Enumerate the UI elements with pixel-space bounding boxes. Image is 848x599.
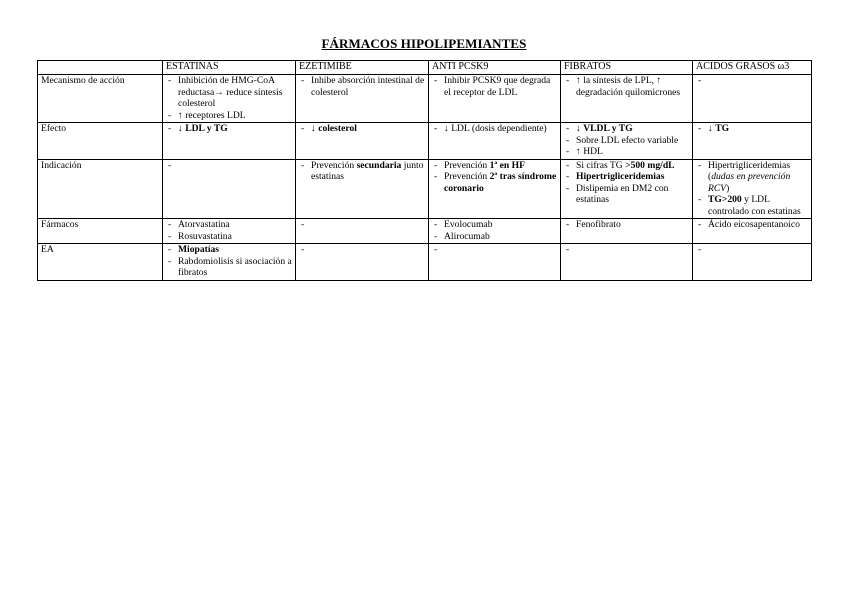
text-segment: Hipertrigliceridemias (	[708, 159, 791, 182]
bullet-list	[166, 75, 292, 121]
corner-cell	[38, 61, 163, 75]
text-segment: Dislipemia en DM2 con estatinas	[576, 182, 669, 205]
text-segment: Alirocumab	[444, 230, 490, 242]
table-cell	[429, 75, 561, 123]
list-item	[299, 160, 425, 183]
column-header: FIBRATOS	[561, 61, 693, 75]
list-item	[564, 160, 689, 172]
document-title: FÁRMACOS HIPOLIPEMIANTES	[321, 36, 527, 51]
list-item	[432, 171, 557, 194]
list-item	[166, 256, 292, 279]
bullet-list	[432, 123, 557, 135]
text-segment: dudas en prevención RCV	[708, 171, 791, 194]
bullet-list	[696, 219, 808, 231]
table-cell	[693, 123, 812, 160]
list-item	[564, 146, 689, 158]
list-item	[564, 171, 689, 183]
table-row	[38, 75, 812, 123]
list-item	[299, 75, 425, 98]
text-segment: ↓	[311, 123, 319, 134]
text-segment: Rabdomiolisis si asociación a fibratos	[178, 255, 292, 278]
table-cell	[429, 244, 561, 281]
text-segment: TG	[715, 123, 730, 134]
text-segment: Rosuvastatina	[178, 230, 232, 242]
bullet-list	[564, 75, 689, 98]
text-segment: LDL y TG	[185, 123, 228, 134]
list-item	[166, 75, 292, 110]
bullet-list	[166, 123, 292, 135]
table-cell	[296, 75, 429, 123]
table-cell	[296, 159, 429, 219]
text-segment: ↓	[708, 123, 716, 134]
list-item	[564, 219, 689, 231]
text-segment: Evolocumab	[444, 219, 493, 230]
table-cell	[561, 75, 693, 123]
table-cell	[163, 123, 296, 160]
text-segment: Miopatías	[178, 244, 220, 255]
text-segment: colesterol	[318, 123, 357, 134]
column-header: ANTI PCSK9	[429, 61, 561, 75]
header-row	[38, 61, 812, 75]
list-item	[432, 231, 557, 243]
text-segment: Inhibición de HMG-CoA reductasa→ reduce síntesis colesterol	[178, 75, 283, 109]
bullet-list	[299, 123, 425, 135]
row-label: EA	[38, 244, 163, 281]
text-segment: Sobre LDL efecto variable	[576, 134, 679, 146]
text-segment: VLDL y TG	[583, 123, 633, 134]
list-item	[564, 183, 689, 206]
list-item	[696, 194, 808, 217]
text-segment: ↓ LDL (dosis dependiente)	[444, 123, 547, 134]
bullet-list	[299, 160, 425, 183]
table-cell	[561, 159, 693, 219]
bullet-list	[166, 244, 292, 279]
list-item	[432, 160, 557, 172]
list-item	[166, 110, 292, 122]
text-segment: Fenofibrato	[576, 219, 621, 230]
column-header: ACIDOS GRASOS ω3	[693, 61, 812, 75]
text-segment: Ácido eicosapentanoico	[708, 219, 800, 230]
column-header: EZETIMIBE	[296, 61, 429, 75]
list-item	[564, 135, 689, 147]
text-segment: ↑ la síntesis de LPL, ↑ degradación quilomicrones	[576, 75, 681, 98]
text-segment: junto estatinas	[311, 159, 424, 182]
table-cell	[561, 244, 693, 281]
bullet-list	[432, 75, 557, 98]
text-segment: Si cifras TG	[576, 159, 626, 171]
text-segment: ↓	[576, 123, 584, 134]
table-cell	[296, 123, 429, 160]
list-item	[432, 123, 557, 135]
table-cell	[163, 159, 296, 219]
text-segment: ↑ receptores LDL	[178, 109, 246, 121]
table-row	[38, 244, 812, 281]
text-segment: ↓	[178, 123, 186, 134]
column-header: ESTATINAS	[163, 61, 296, 75]
table-cell	[561, 219, 693, 244]
table-row	[38, 159, 812, 219]
text-segment: ↑ HDL	[576, 146, 603, 157]
table-cell	[693, 75, 812, 123]
text-segment: 1ª en HF	[489, 159, 525, 171]
text-segment: )	[726, 182, 730, 194]
bullet-list	[564, 123, 689, 158]
text-segment: >500 mg/dL	[625, 159, 675, 171]
list-item	[166, 244, 292, 256]
text-segment: Hipertrigliceridemias	[576, 171, 665, 182]
table-cell	[429, 219, 561, 244]
table-cell	[296, 219, 429, 244]
bullet-list	[696, 160, 808, 218]
text-segment: Prevención	[444, 171, 490, 182]
bullet-list	[299, 75, 425, 98]
list-item	[564, 123, 689, 135]
bullet-list	[166, 219, 292, 242]
bullet-list	[432, 160, 557, 195]
text-segment: Inhibe absorción intestinal de colesterol	[311, 75, 425, 98]
table-cell	[429, 159, 561, 219]
list-item	[696, 123, 808, 135]
row-label: Fármacos	[38, 219, 163, 244]
list-item	[299, 123, 425, 135]
text-segment: secundaria	[356, 159, 402, 171]
table-cell	[163, 244, 296, 281]
text-segment: Inhibir PCSK9 que degrada el receptor de LDL	[444, 75, 551, 98]
text-segment: Prevención	[444, 159, 490, 171]
table-cell	[163, 75, 296, 123]
list-item	[166, 219, 292, 231]
table-cell	[693, 244, 812, 281]
table-cell	[693, 159, 812, 219]
bullet-list	[564, 160, 689, 206]
text-segment: Prevención	[311, 159, 357, 171]
text-segment: Atorvastatina	[178, 219, 230, 230]
bullet-list	[564, 219, 689, 231]
bullet-list	[432, 219, 557, 242]
bullet-list	[696, 123, 808, 135]
text-segment: TG>200	[708, 194, 742, 205]
table-row	[38, 123, 812, 160]
list-item	[696, 219, 808, 231]
row-label: Mecanismo de acción	[38, 75, 163, 123]
row-label: Efecto	[38, 123, 163, 160]
text-segment: 2ª tras síndrome coronario	[444, 171, 557, 194]
list-item	[564, 75, 689, 98]
table-cell	[163, 219, 296, 244]
table-row	[38, 219, 812, 244]
table-cell	[561, 123, 693, 160]
list-item	[166, 231, 292, 243]
list-item	[166, 123, 292, 135]
text-segment: y LDL controlado con estatinas	[708, 194, 801, 217]
list-item	[432, 75, 557, 98]
list-item	[696, 160, 808, 195]
list-item	[432, 219, 557, 231]
row-label: Indicación	[38, 159, 163, 219]
table-cell	[429, 123, 561, 160]
table-cell	[296, 244, 429, 281]
drug-table	[37, 60, 812, 281]
table-body	[38, 75, 812, 281]
table-cell	[693, 219, 812, 244]
